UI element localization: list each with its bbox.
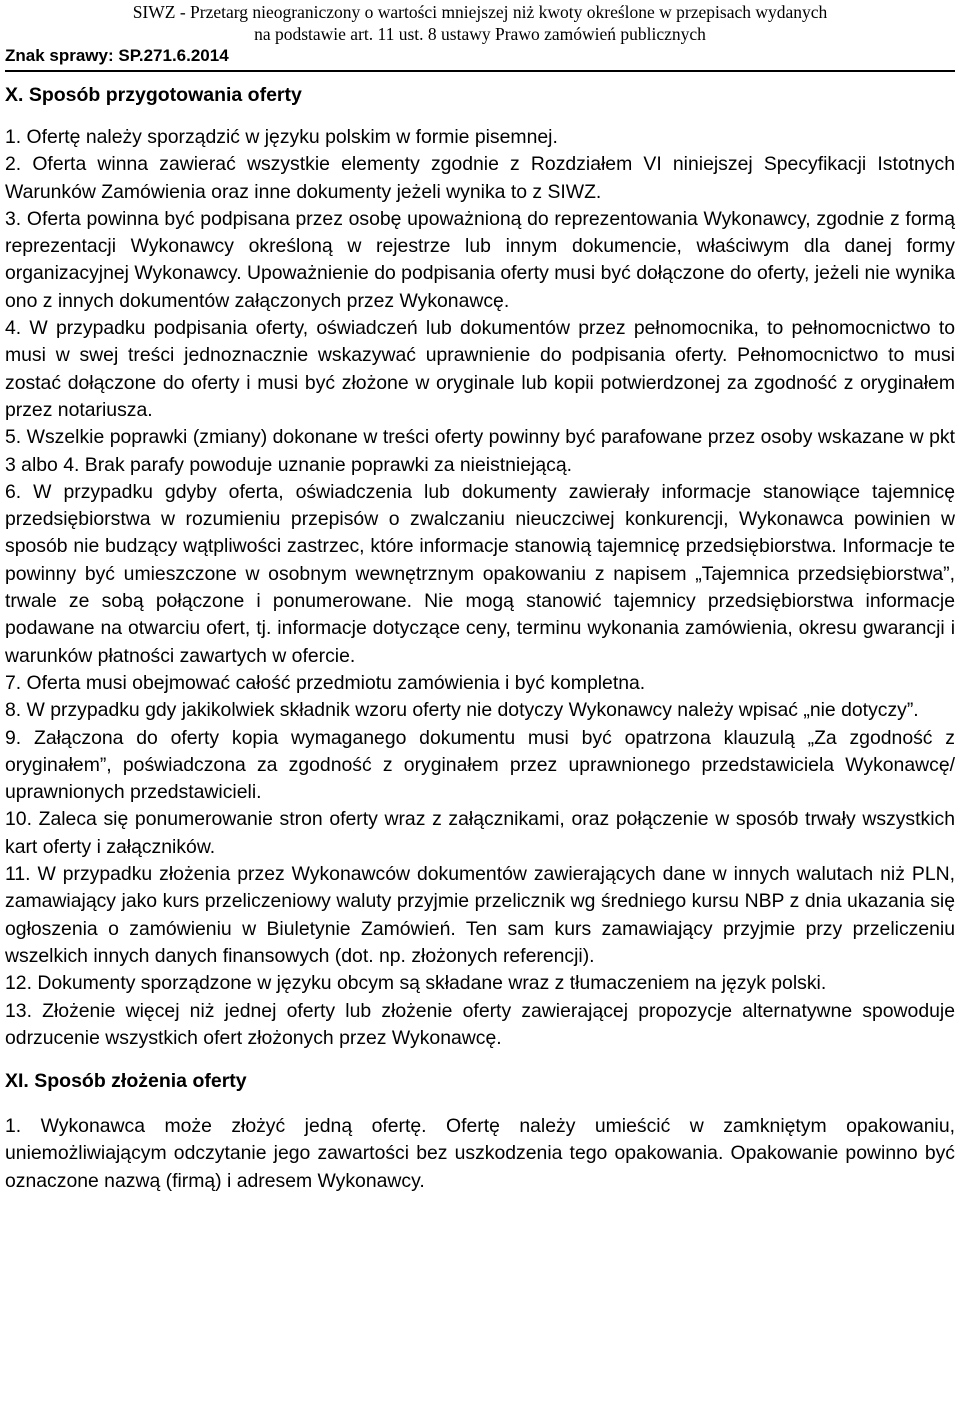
- list-item: 6. W przypadku gdyby oferta, oświadczenia lub dokumenty zawierały informacje stanowiące tajemnicę przedsiębiorstwa w rozumieniu przepisów o zwalczaniu nieuczciwej konkurencji, Wykonawca powinien w sposób nie budzący wątpliwości zastrzec, które informacje stanowią tajemnicę przedsiębiorstwa. Informacje te powinny być umieszczone w osobnym wewnętrznym opakowaniu z napisem „Tajemnica przedsiębiorstwa”, trwale ze sobą połączone i ponumerowane. Nie mogą stanowić tajemnicy przedsiębiorstwa informacje podawane na otwarciu ofert, tj. informacje dotyczące ceny, terminu wykonania zamówienia, okresu gwarancji i warunków płatności zawartych w ofercie.: [5, 480, 955, 667]
- list-item: 9. Załączona do oferty kopia wymaganego dokumentu musi być opatrzona klauzulą „Za zgodność z oryginałem”, poświadczona za zgodność z oryginałem przez uprawnionego przedstawiciela Wykonawcę/ uprawnionych przedstawicieli.: [5, 726, 955, 804]
- list-item: 3. Oferta powinna być podpisana przez osobę upoważnioną do reprezentowania Wykonawcy, zgodnie z formą reprezentacji Wykonawcy określoną w rejestrze lub innym dokumencie, właściwym dla danej formy organizacyjnej Wykonawcy. Upoważnienie do podpisania oferty musi być dołączone do oferty, jeżeli nie wynika ono z innych dokumentów załączonych przez Wykonawcę.: [5, 207, 955, 312]
- case-reference: Znak sprawy: SP.271.6.2014: [5, 46, 229, 65]
- section-xi-list: [5, 1113, 955, 1195]
- section-x-heading: X. Sposób przygotowania oferty: [5, 84, 302, 106]
- list-item: 2. Oferta winna zawierać wszystkie elementy zgodnie z Rozdziałem VI niniejszej Specyfikacji Istotnych Warunków Zamówienia oraz inne dokumenty jeżeli wynika to z SIWZ.: [5, 153, 955, 203]
- list-item: 13. Złożenie więcej niż jednej oferty lub złożenie oferty zawierającej propozycje alternatywne spowoduje odrzucenie wszystkich ofert złożonych przez Wykonawcę.: [5, 999, 955, 1049]
- list-item: 1. Wykonawca może złożyć jedną ofertę. Ofertę należy umieścić w zamkniętym opakowaniu, uniemożliwiającym odczytanie jego zawartości bez uszkodzenia tego opakowania. Opakowanie powinno być oznaczone nazwą (firmą) i adresem Wykonawcy.: [5, 1115, 955, 1192]
- document-header: [5, 1, 955, 72]
- list-item: 8. W przypadku gdy jakikolwiek składnik wzoru oferty nie dotyczy Wykonawcy należy wpisać „nie dotyczy”.: [5, 699, 919, 722]
- list-item: 11. W przypadku złożenia przez Wykonawców dokumentów zawierających dane w innych walutach niż PLN, zamawiający jako kurs przeliczeniowy waluty przyjmie przelicznik wg średniego kursu NBP z dnia ukazania się ogłoszenia o zamówieniu w Biuletynie Zamówień. Ten sam kurs zamawiający przyjmie przy przeliczeniu wszelkich innych danych finansowych (dot. np. złożonych referencji).: [5, 863, 955, 967]
- list-item: 4. W przypadku podpisania oferty, oświadczeń lub dokumentów przez pełnomocnika, to pełnomocnictwo to musi w swej treści jednoznacznie wskazywać uprawnienie do podpisania oferty. Pełnomocnictwo to musi zostać dołączone do oferty i musi być złożone w oryginale lub kopii potwierdzonej za zgodność z oryginałem przez notariusza.: [5, 317, 955, 421]
- section-xi-heading: XI. Sposób złożenia oferty: [5, 1070, 247, 1093]
- list-item: 1. Ofertę należy sporządzić w języku polskim w formie pisemnej.: [5, 126, 558, 148]
- section-x-list: [5, 124, 955, 1052]
- list-item: 5. Wszelkie poprawki (zmiany) dokonane w treści oferty powinny być parafowane przez osoby wskazane w pkt 3 albo 4. Brak parafy powoduje uznanie poprawki za nieistniejącą.: [5, 426, 955, 476]
- list-item: 12. Dokumenty sporządzone w języku obcym są składane wraz z tłumaczeniem na język polski.: [5, 972, 827, 995]
- header-title-line-1: SIWZ - Przetarg nieograniczony o wartości mniejszej niż kwoty określone w przepisach wydanych: [132, 2, 828, 22]
- header-divider: [5, 70, 955, 72]
- list-item: 7. Oferta musi obejmować całość przedmiotu zamówienia i być kompletna.: [5, 671, 646, 694]
- header-title-line-2: na podstawie art. 11 ust. 8 ustawy Prawo zamówień publicznych: [254, 24, 706, 44]
- document-page: [5, 0, 955, 1195]
- list-item: 10. Zaleca się ponumerowanie stron oferty wraz z załącznikami, oraz połączenie w sposób trwały wszystkich kart oferty i załączników.: [5, 808, 955, 858]
